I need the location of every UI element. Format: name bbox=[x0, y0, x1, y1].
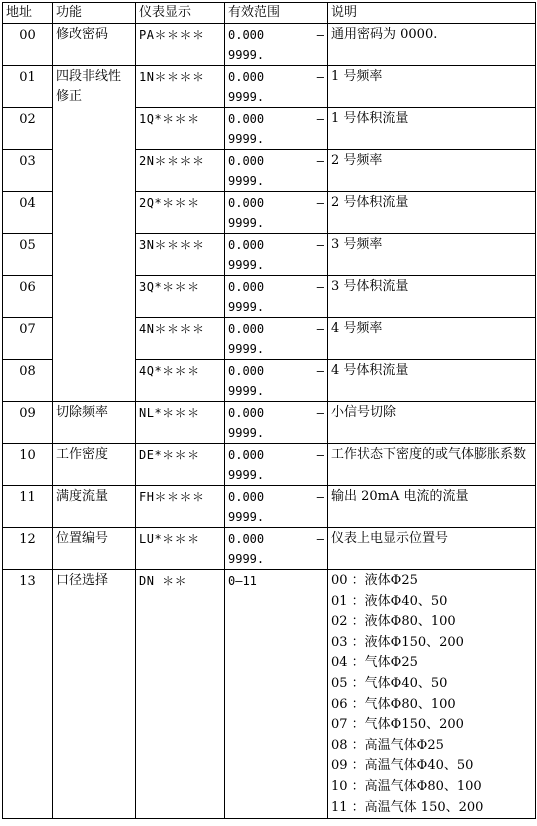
table-row bbox=[3, 570, 536, 819]
caliber-option: 01 ：液体Φ40、50 bbox=[331, 593, 448, 609]
header-function: 功能 bbox=[53, 3, 136, 24]
table-row bbox=[3, 528, 536, 570]
range-min: 0.000 bbox=[228, 112, 265, 126]
range-line bbox=[228, 193, 324, 213]
caliber-option: 08 ：高温气体Φ25 bbox=[331, 737, 444, 753]
cell-display: DN ＊＊ bbox=[136, 570, 225, 819]
range-min: 0.000 bbox=[228, 154, 265, 168]
cell-display: FH＊＊＊＊ bbox=[136, 486, 225, 528]
cell-address: 13 bbox=[3, 570, 53, 819]
table-row bbox=[3, 486, 536, 528]
range-dash: – bbox=[316, 364, 324, 378]
range-max: 9999. bbox=[228, 132, 265, 146]
cell-function: 切除频率 bbox=[53, 402, 136, 444]
range-max: 9999. bbox=[228, 468, 265, 482]
cell-address: 00 bbox=[3, 24, 53, 66]
cell-range: 0—11 bbox=[225, 570, 328, 819]
cell-address: 11 bbox=[3, 486, 53, 528]
range-dash: – bbox=[316, 112, 324, 126]
caliber-option: 07 ：气体Φ150、200 bbox=[331, 717, 464, 733]
range-max: 9999. bbox=[228, 510, 265, 524]
cell-display: LU*＊＊＊ bbox=[136, 528, 225, 570]
cell-display: 4N＊＊＊＊ bbox=[136, 318, 225, 360]
cell-display: DE*＊＊＊ bbox=[136, 444, 225, 486]
cell-description: 3 号体积流量 bbox=[328, 276, 536, 318]
range-max: 9999. bbox=[228, 258, 265, 272]
cell-function: 修改密码 bbox=[53, 24, 136, 66]
table-row bbox=[3, 24, 536, 66]
cell-address: 07 bbox=[3, 318, 53, 360]
cell-display: 4Q*＊＊＊ bbox=[136, 360, 225, 402]
range-min: 0.000 bbox=[228, 490, 265, 504]
cell-range bbox=[225, 24, 328, 66]
caliber-option: 02 ：液体Φ80、100 bbox=[331, 614, 456, 630]
range-min: 0.000 bbox=[228, 448, 265, 462]
cell-description: 1 号频率 bbox=[328, 66, 536, 108]
range-line bbox=[228, 109, 324, 129]
header-address: 地址 bbox=[3, 3, 53, 24]
cell-display: 3N＊＊＊＊ bbox=[136, 234, 225, 276]
cell-range bbox=[225, 150, 328, 192]
range-min: 0.000 bbox=[228, 70, 265, 84]
range-line bbox=[228, 67, 324, 87]
cell-range bbox=[225, 318, 328, 360]
cell-address: 12 bbox=[3, 528, 53, 570]
cell-range bbox=[225, 234, 328, 276]
header-description: 说明 bbox=[328, 3, 536, 24]
header-range: 有效范围 bbox=[225, 3, 328, 24]
range-line bbox=[228, 25, 324, 45]
table-row bbox=[3, 402, 536, 444]
cell-display: 2N＊＊＊＊ bbox=[136, 150, 225, 192]
range-min: 0.000 bbox=[228, 280, 265, 294]
table-row bbox=[3, 444, 536, 486]
range-max: 9999. bbox=[228, 174, 265, 188]
cell-address: 05 bbox=[3, 234, 53, 276]
range-line bbox=[228, 361, 324, 381]
range-line bbox=[228, 445, 324, 465]
cell-description: 仪表上电显示位置号 bbox=[328, 528, 536, 570]
range-dash: – bbox=[316, 238, 324, 252]
range-line bbox=[228, 319, 324, 339]
cell-function: 位置编号 bbox=[53, 528, 136, 570]
range-max: 9999. bbox=[228, 90, 265, 104]
cell-range bbox=[225, 402, 328, 444]
header-row bbox=[3, 3, 536, 24]
range-line bbox=[228, 529, 324, 549]
table-row bbox=[3, 66, 536, 108]
range-dash: – bbox=[316, 28, 324, 42]
caliber-option: 03 ：液体Φ150、200 bbox=[331, 634, 464, 650]
range-dash: – bbox=[316, 280, 324, 294]
cell-address: 10 bbox=[3, 444, 53, 486]
cell-display: 3Q*＊＊＊ bbox=[136, 276, 225, 318]
cell-display: PA＊＊＊＊ bbox=[136, 24, 225, 66]
cell-description: 输出 20mA 电流的流量 bbox=[328, 486, 536, 528]
cell-range bbox=[225, 66, 328, 108]
range-max: 9999. bbox=[228, 48, 265, 62]
cell-range bbox=[225, 276, 328, 318]
range-min: 0.000 bbox=[228, 196, 265, 210]
range-line bbox=[228, 487, 324, 507]
cell-function: 口径选择 bbox=[53, 570, 136, 819]
cell-display: 1Q*＊＊＊ bbox=[136, 108, 225, 150]
range-dash: – bbox=[316, 532, 324, 546]
cell-address: 09 bbox=[3, 402, 53, 444]
range-max: 9999. bbox=[228, 384, 265, 398]
range-line bbox=[228, 151, 324, 171]
range-min: 0.000 bbox=[228, 364, 265, 378]
cell-display: NL*＊＊＊ bbox=[136, 402, 225, 444]
cell-description: 工作状态下密度的或气体膨胀系数 bbox=[328, 444, 536, 486]
range-line bbox=[228, 403, 324, 423]
cell-range bbox=[225, 486, 328, 528]
cell-address: 08 bbox=[3, 360, 53, 402]
caliber-option: 04 ：气体Φ25 bbox=[331, 655, 418, 671]
range-max: 9999. bbox=[228, 300, 265, 314]
cell-function: 工作密度 bbox=[53, 444, 136, 486]
range-min: 0.000 bbox=[228, 238, 265, 252]
cell-description: 3 号频率 bbox=[328, 234, 536, 276]
cell-display: 1N＊＊＊＊ bbox=[136, 66, 225, 108]
caliber-option: 10 ：高温气体Φ80、100 bbox=[331, 778, 482, 794]
range-max: 9999. bbox=[228, 552, 265, 566]
range-max: 9999. bbox=[228, 216, 265, 230]
cell-description: 小信号切除 bbox=[328, 402, 536, 444]
cell-description: 2 号体积流量 bbox=[328, 192, 536, 234]
cell-description: 4 号体积流量 bbox=[328, 360, 536, 402]
cell-address: 03 bbox=[3, 150, 53, 192]
cell-description: 1 号体积流量 bbox=[328, 108, 536, 150]
cell-range bbox=[225, 108, 328, 150]
range-line bbox=[228, 235, 324, 255]
range-dash: – bbox=[316, 322, 324, 336]
range-dash: – bbox=[316, 448, 324, 462]
cell-address: 01 bbox=[3, 66, 53, 108]
header-display: 仪表显示 bbox=[136, 3, 225, 24]
cell-range bbox=[225, 192, 328, 234]
cell-range bbox=[225, 444, 328, 486]
caliber-option: 05 ：气体Φ40、50 bbox=[331, 675, 448, 691]
cell-function: 四段非线性修正 bbox=[53, 66, 136, 402]
cell-address: 02 bbox=[3, 108, 53, 150]
range-max: 9999. bbox=[228, 426, 265, 440]
caliber-option: 06 ：气体Φ80、100 bbox=[331, 696, 456, 712]
range-min: 0.000 bbox=[228, 28, 265, 42]
cell-address: 04 bbox=[3, 192, 53, 234]
caliber-option: 09 ：高温气体Φ40、50 bbox=[331, 758, 474, 774]
table-body bbox=[3, 24, 536, 819]
parameter-table bbox=[2, 2, 536, 819]
cell-description: 2 号频率 bbox=[328, 150, 536, 192]
cell-description: 通用密码为 0000. bbox=[328, 24, 536, 66]
cell-function: 满度流量 bbox=[53, 486, 136, 528]
cell-description bbox=[328, 570, 536, 819]
cell-address: 06 bbox=[3, 276, 53, 318]
range-dash: – bbox=[316, 406, 324, 420]
caliber-option: 11 ：高温气体 150、200 bbox=[331, 799, 484, 815]
range-line bbox=[228, 277, 324, 297]
range-min: 0.000 bbox=[228, 406, 265, 420]
range-min: 0.000 bbox=[228, 532, 265, 546]
cell-range bbox=[225, 360, 328, 402]
caliber-option: 00 ：液体Φ25 bbox=[331, 573, 418, 588]
range-dash: – bbox=[316, 70, 324, 84]
range-max: 9999. bbox=[228, 342, 265, 356]
range-dash: – bbox=[316, 490, 324, 504]
range-dash: – bbox=[316, 196, 324, 210]
cell-range bbox=[225, 528, 328, 570]
cell-description: 4 号频率 bbox=[328, 318, 536, 360]
range-dash: – bbox=[316, 154, 324, 168]
cell-display: 2Q*＊＊＊ bbox=[136, 192, 225, 234]
range-min: 0.000 bbox=[228, 322, 265, 336]
